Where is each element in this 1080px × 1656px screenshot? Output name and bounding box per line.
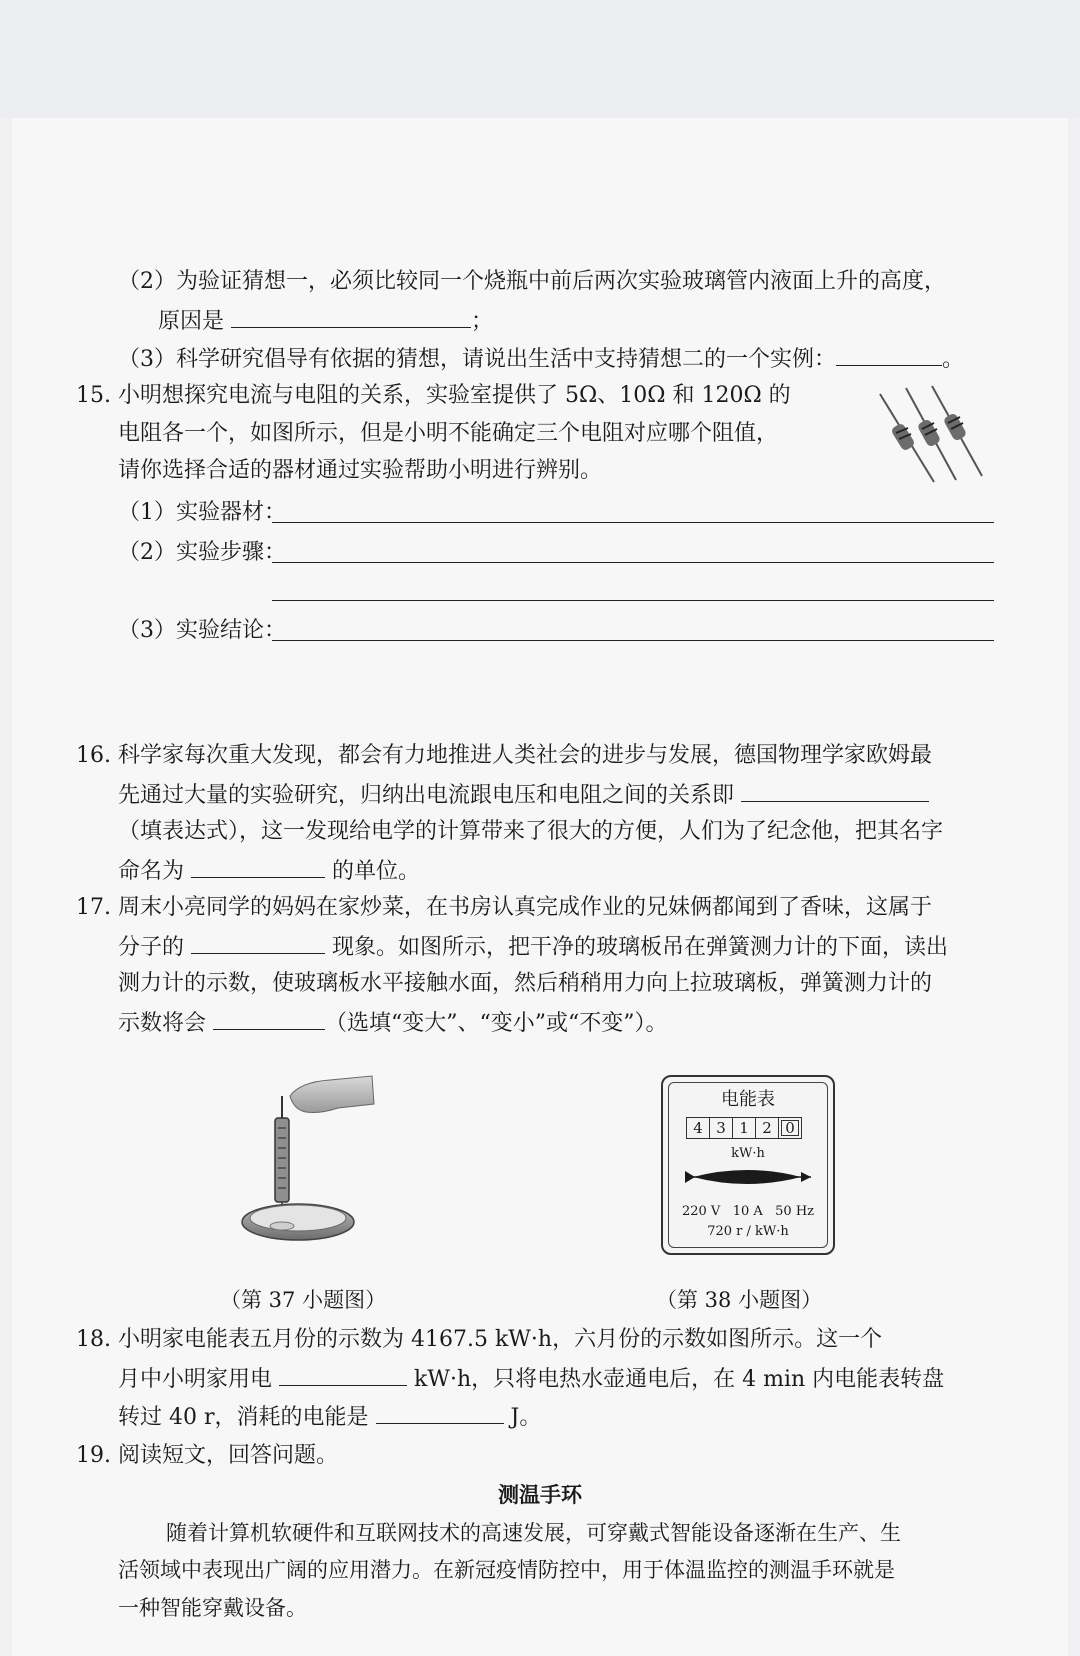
resistors-figure (872, 384, 992, 492)
q15-item2-label: （2）实验步骤： (118, 540, 286, 565)
q14-part3-suffix: 。 (942, 347, 965, 372)
meter-unit: kW·h (731, 1146, 765, 1161)
answer-line[interactable] (272, 640, 994, 641)
meter-spec-line1: 220 V 10 A 50 Hz (681, 1204, 815, 1219)
q16-line1: 科学家每次重大发现，都会有力地推进人类社会的进步与发展，德国物理学家欧姆最 (118, 743, 933, 768)
meter-digit: 3 (710, 1118, 733, 1138)
hand-icon (290, 1076, 374, 1113)
q14-part2-prefix: 原因是 (158, 309, 225, 334)
answer-blank[interactable] (836, 343, 942, 366)
meter-title: 电能表 (721, 1089, 775, 1110)
q17-line4-prefix: 示数将会 (118, 1011, 207, 1036)
q18-line1: 小明家电能表五月份的示数为 4167.5 kW·h，六月份的示数如图所示。这一个 (118, 1327, 883, 1352)
answer-line[interactable] (272, 522, 994, 523)
meter-digit: 2 (756, 1118, 779, 1138)
question-number: 18. (76, 1327, 111, 1352)
q18-line3 (118, 1401, 541, 1433)
q17-line2 (118, 931, 948, 963)
q18-line2-suffix: kW·h，只将电热水壶通电后，在 4 min 内电能表转盘 (414, 1367, 945, 1392)
passage-title: 测温手环 (498, 1483, 582, 1507)
answer-blank[interactable] (231, 305, 471, 328)
q16-line4-prefix: 命名为 (118, 859, 185, 884)
q15-item1-label: （1）实验器材： (118, 500, 286, 525)
q14-part2-suffix: ； (471, 309, 494, 334)
answer-blank[interactable] (191, 931, 325, 954)
spring-scale-icon (275, 1118, 289, 1202)
q16-line4-suffix: 的单位。 (332, 859, 421, 884)
meter-counter (686, 1117, 802, 1139)
question-number: 17. (76, 895, 111, 920)
answer-blank[interactable] (279, 1363, 407, 1386)
answer-line[interactable] (272, 600, 994, 601)
answer-blank[interactable] (213, 1007, 325, 1030)
q16-line2 (118, 779, 929, 811)
meter-digit-decimal: 0 (779, 1118, 801, 1138)
q16-line3: （填表达式），这一发现给电学的计算带来了很大的方便，人们为了纪念他，把其名字 (118, 819, 944, 844)
question-number: 19. (76, 1443, 111, 1468)
q18-line2-prefix: 月中小明家用电 (118, 1367, 273, 1392)
figure-38-caption: （第 38 小题图） (656, 1288, 823, 1312)
question-number: 16. (76, 743, 111, 768)
q18-line2 (118, 1363, 944, 1395)
figure-37-caption: （第 37 小题图） (220, 1288, 387, 1312)
q16-line2-text: 先通过大量的实验研究，归纳出电流跟电压和电阻之间的关系即 (118, 783, 735, 808)
q15-item3-label: （3）实验结论： (118, 618, 286, 643)
q18-line3-suffix: J。 (510, 1405, 542, 1430)
q17-line4-suffix: （选填“变大”、“变小”或“不变”）。 (325, 1011, 668, 1036)
meter-spec-line2: 720 r / kW·h (707, 1224, 789, 1239)
q17-line1: 周末小亮同学的妈妈在家炒菜，在书房认真完成作业的兄妹俩都闻到了香味，这属于 (118, 895, 933, 920)
meter-digit: 1 (733, 1118, 756, 1138)
electricity-meter (661, 1075, 835, 1255)
q16-line4 (118, 855, 420, 887)
passage-line3: 一种智能穿戴设备。 (118, 1596, 307, 1620)
answer-blank[interactable] (741, 779, 929, 802)
q15-line2: 电阻各一个，如图所示，但是小明不能确定三个电阻对应哪个阻值， (118, 421, 779, 446)
q15-line1: 小明想探究电流与电阻的关系，实验室提供了 5Ω、10Ω 和 120Ω 的 (118, 383, 791, 408)
spring-scale-figure (240, 1074, 380, 1254)
answer-blank[interactable] (191, 855, 325, 878)
q15-line3: 请你选择合适的器材通过实验帮助小明进行辨别。 (118, 458, 603, 483)
q17-line2-suffix: 现象。如图所示，把干净的玻璃板吊在弹簧测力计的下面，读出 (332, 935, 949, 960)
q17-line2-prefix: 分子的 (118, 935, 185, 960)
q14-part3-prefix: （3）科学研究倡导有依据的猜想，请说出生活中支持猜想二的一个实例： (118, 347, 836, 372)
meter-disc-icon (683, 1165, 813, 1189)
q17-line4 (118, 1007, 668, 1039)
q14-part2-line2 (158, 305, 493, 337)
passage-line2: 活领域中表现出广阔的应用潜力。在新冠疫情防控中，用于体温监控的测温手环就是 (118, 1558, 895, 1582)
q18-line3-prefix: 转过 40 r，消耗的电能是 (118, 1405, 369, 1430)
q14-part3-line (118, 343, 964, 375)
top-band (0, 0, 1080, 118)
meter-digit: 4 (687, 1118, 710, 1138)
q14-part2-line1: （2）为验证猜想一，必须比较同一个烧瓶中前后两次实验玻璃管内液面上升的高度， (118, 269, 946, 294)
answer-blank[interactable] (376, 1401, 504, 1424)
answer-line[interactable] (272, 562, 994, 563)
q17-line3: 测力计的示数，使玻璃板水平接触水面，然后稍稍用力向上拉玻璃板，弹簧测力计的 (118, 971, 933, 996)
q19-instruction: 阅读短文，回答问题。 (118, 1443, 339, 1468)
glass-plate-icon (270, 1222, 294, 1230)
passage-line1: 随着计算机软硬件和互联网技术的高速发展，可穿戴式智能设备逐渐在生产、生 (166, 1521, 901, 1545)
question-number: 15. (76, 383, 111, 408)
